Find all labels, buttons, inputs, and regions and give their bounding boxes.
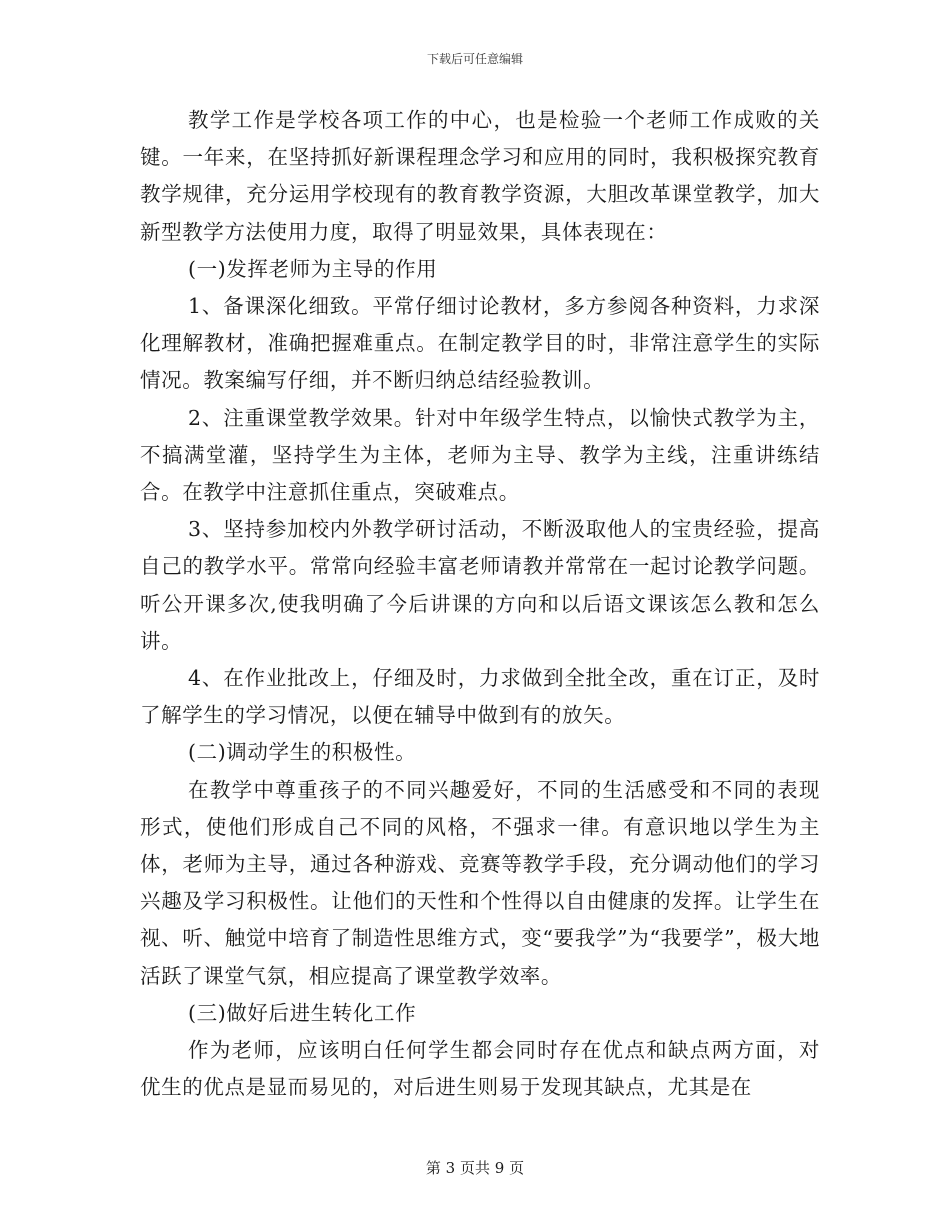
paragraph-item-4: 4、在作业批改上，仔细及时，力求做到全批全改，重在订正，及时了解学生的学习情况，以便在辅导中做到有的放矢。 [140, 666, 820, 728]
section-heading-3: (三)做好后进生转化工作 [188, 1000, 417, 1025]
document-body [140, 102, 820, 1106]
section-heading-1: (一)发挥老师为主导的作用 [188, 256, 438, 281]
intro-paragraph: 教学工作是学校各项工作的中心，也是检验一个老师工作成败的关键。一年来，在坚持抓好新课程理念学习和应用的同时，我积极探究教育教学规律，充分运用学校现有的教育教学资源，大胆改革课堂教学，加大新型教学方法使用力度，取得了明显效果，具体表现在： [140, 108, 820, 244]
paragraph-item-1: 1、备课深化细致。平常仔细讨论教材，多方参阅各种资料，力求深化理解教材，准确把握难重点。在制定教学目的时，非常注意学生的实际情况。教案编写仔细，并不断归纳总结经验教训。 [140, 294, 820, 393]
page-header: 下载后可任意编辑 [426, 52, 523, 66]
section-3-paragraph: 作为老师，应该明白任何学生都会同时存在优点和缺点两方面，对优生的优点是显而易见的，对后进生则易于发现其缺点，尤其是在 [140, 1038, 820, 1100]
paragraph-item-2: 2、注重课堂教学效果。针对中年级学生特点，以愉快式教学为主，不搞满堂灌，坚持学生为主体，老师为主导、教学为主线，注重讲练结合。在教学中注意抓住重点，突破难点。 [140, 405, 820, 505]
section-2-paragraph: 在教学中尊重孩子的不同兴趣爱好，不同的生活感受和不同的表现形式，使他们形成自己不同的风格，不强求一律。有意识地以学生为主体，老师为主导，通过各种游戏、竞赛等教学手段，充分调动他们的学习兴趣及学习积极性。让他们的天性和个性得以自由健康的发挥。让学生在视、听、触觉中培育了制造性思维方式，变“要我学”为“我要学”，极大地活跃了课堂气氛，相应提高了课堂教学效率。 [140, 777, 820, 988]
paragraph-item-3: 3、坚持参加校内外教学研讨活动，不断汲取他人的宝贵经验，提高自己的教学水平。常常向经验丰富老师请教并常常在一起讨论教学问题。听公开课多次,使我明确了今后讲课的方向和以后语文课该怎么教和怎么讲。 [140, 517, 820, 653]
page-number: 第 3 页共 9 页 [425, 1159, 525, 1177]
section-heading-2: (二)调动学生的积极性。 [188, 740, 417, 765]
